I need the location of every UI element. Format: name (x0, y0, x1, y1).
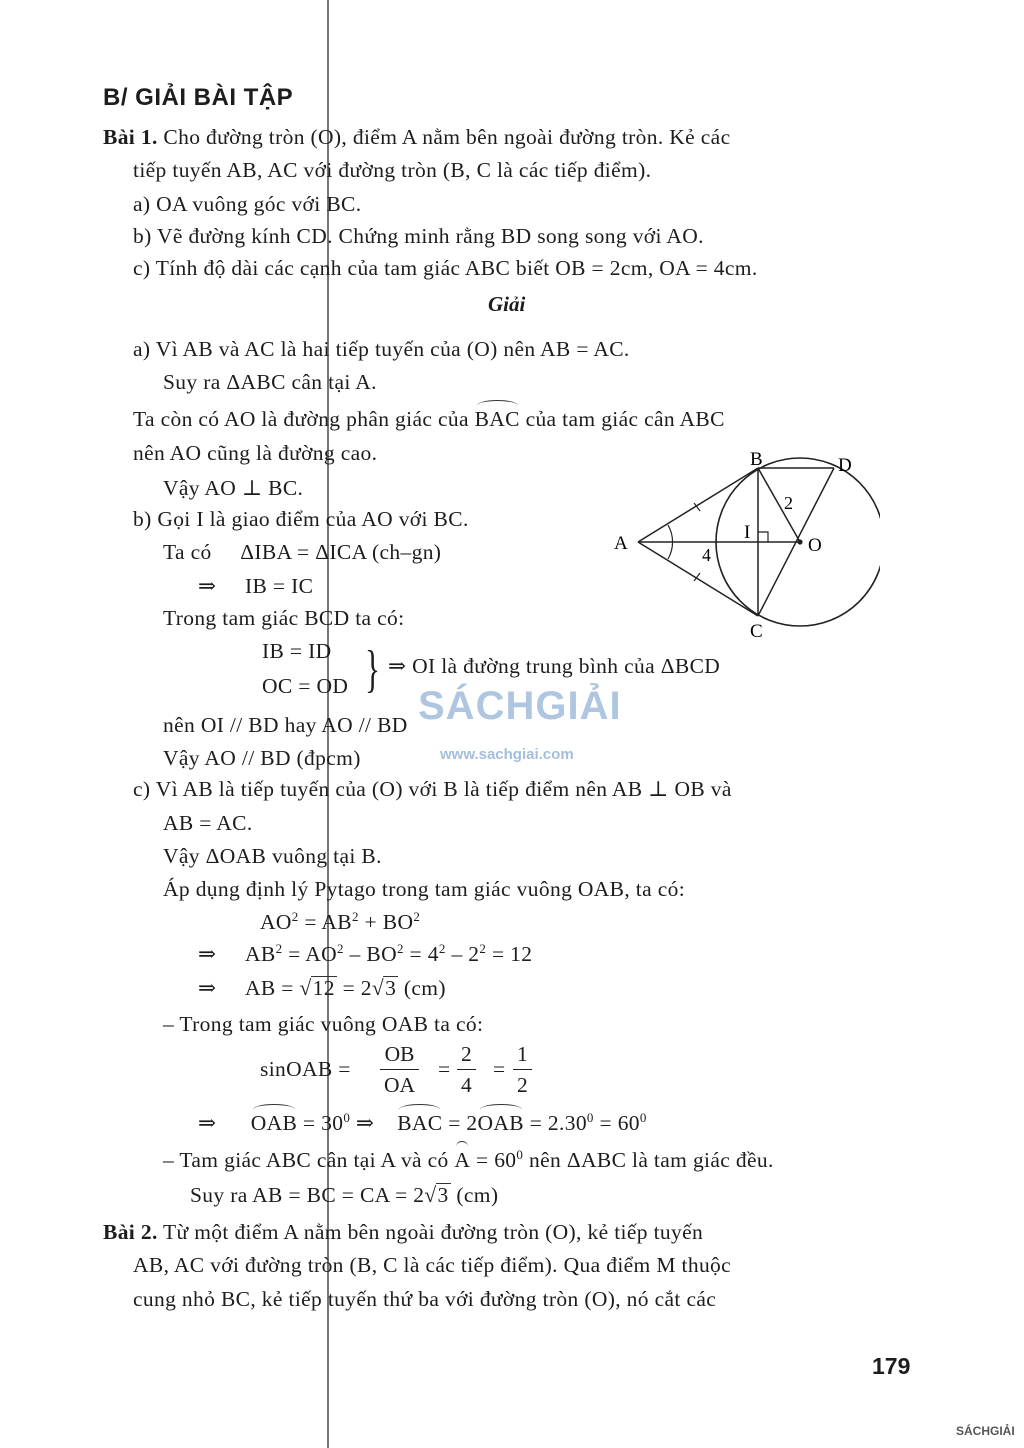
sol-b-line-8: nên OI // BD hay AO // BD (163, 713, 408, 737)
frac-ob-oa: $\frac{OB}{OA}$ (380, 1039, 419, 1100)
sol-b-line-3: ⇒ IB = IC (198, 574, 314, 598)
corner-logo: SÁCHGIẢI (956, 1424, 1015, 1438)
sol-a-line-2: Suy ra ΔABC cân tại A. (163, 370, 377, 394)
label-i: I (744, 522, 751, 543)
tangent-ab (638, 468, 758, 542)
watermark (418, 672, 638, 772)
sol-b-line-1: b) Gọi I là giao điểm của AO với BC. (133, 507, 469, 531)
watermark-url: www.sachgiai.com (440, 746, 574, 763)
sol-b-line-5: IB = ID (262, 639, 332, 663)
bai1-label: Bài 1. (103, 125, 158, 149)
bai1-line-2: tiếp tuyến AB, AC với đường tròn (B, C là các tiếp điểm). (133, 158, 652, 182)
bai1-line-1: Bài 1. Cho đường tròn (O), điểm A nằm bên ngoài đường tròn. Kẻ các (103, 125, 731, 149)
right-angle-mark (758, 532, 768, 542)
solution-heading: Giải (488, 292, 526, 316)
sol-b-line-7: ⇒ OI là đường trung bình của ΔBCD (388, 654, 721, 678)
bai1-line-5: c) Tính độ dài các cạnh của tam giác ABC biết OB = 2cm, OA = 4cm. (133, 256, 758, 280)
eq-sin-label: sinOAB = (260, 1057, 351, 1081)
center-point (797, 539, 802, 544)
geometry-figure (600, 445, 880, 645)
eq-final: Suy ra AB = BC = CA = 2√3 (cm) (190, 1183, 499, 1207)
segment-ob (758, 468, 800, 542)
sol-a-line-4: nên AO cũng là đường cao. (133, 441, 378, 465)
watermark-brand: SÁCHGIẢI (418, 684, 622, 728)
sol-b-line-9: Vậy AO // BD (đpcm) (163, 746, 361, 770)
bai2-line-2: AB, AC với đường tròn (B, C là các tiếp điểm). Qua điểm M thuộc (133, 1253, 732, 1277)
eq-pythagoras: $AO^2 = AB^2 + BO^2$ (260, 908, 421, 934)
sol-a-line-3: Ta còn có AO là đường phân giác của BAC của tam giác cân ABC (133, 404, 725, 434)
sol-c-line-6: – Tam giác ABC cân tại A và có $A = 60^0$ nên ΔABC là tam giác đều. (163, 1145, 774, 1175)
frac-1-2: $\frac{1}{2}$ (513, 1039, 532, 1100)
bai1-line-3: a) OA vuông góc với BC. (133, 192, 362, 216)
label-length-ob: 2 (784, 493, 793, 513)
sol-c-line-2: AB = AC. (163, 811, 253, 835)
sol-b-line-6: OC = OD (262, 674, 349, 698)
eq-ab-squared: ⇒ $AB^2 = AO^2 - BO^2 = 4^2 - 2^2 = 12$ (198, 940, 533, 966)
sol-c-line-5: – Trong tam giác vuông OAB ta có: (163, 1012, 484, 1036)
label-o: O (808, 535, 822, 556)
label-a: A (614, 533, 628, 554)
eq-equals-1: = (438, 1057, 451, 1081)
frac-2-4: $\frac{2}{4}$ (457, 1039, 476, 1100)
eq-ab-value: ⇒ AB = √12 = 2√3 (cm) (198, 976, 446, 1000)
label-b: B (750, 449, 763, 470)
label-d: D (838, 455, 852, 476)
label-c: C (750, 621, 763, 642)
page-number: 179 (872, 1353, 911, 1379)
bai2-line-1: Bài 2. Từ một điểm A nằm bên ngoài đường tròn (O), kẻ tiếp tuyến (103, 1220, 704, 1244)
sol-b-line-4: Trong tam giác BCD ta có: (163, 606, 405, 630)
bai2-label: Bài 2. (103, 1220, 158, 1244)
tangent-ac (638, 542, 758, 616)
section-title: B/ GIẢI BÀI TẬP (103, 84, 294, 111)
sol-c-line-3: Vậy ΔOAB vuông tại B. (163, 844, 382, 868)
bai2-line-3: cung nhỏ BC, kẻ tiếp tuyến thứ ba với đường tròn (O), nó cắt các (133, 1287, 717, 1311)
sol-a-line-5: Vậy AO ⊥ BC. (163, 476, 304, 500)
eq-angles: ⇒ OAB = $30^0$ ⇒ BAC = $2OAB = 2.30^0 = 60^0$ (198, 1108, 647, 1138)
sol-a-line-1: a) Vì AB và AC là hai tiếp tuyến của (O) nên AB = AC. (133, 337, 630, 361)
sol-b-line-2: Ta có ΔIBA = ΔICA (ch–gn) (163, 540, 442, 564)
sol-c-line-4: Áp dụng định lý Pytago trong tam giác vuông OAB, ta có: (163, 877, 686, 901)
sol-c-line-1: c) Vì AB là tiếp tuyến của (O) với B là tiếp điểm nên AB ⊥ OB và (133, 777, 732, 801)
bai1-line-4: b) Vẽ đường kính CD. Chứng minh rằng BD song song với AO. (133, 224, 704, 248)
label-length-ao: 4 (702, 545, 711, 565)
system-brace: } (364, 641, 380, 698)
eq-equals-2: = (493, 1057, 506, 1081)
